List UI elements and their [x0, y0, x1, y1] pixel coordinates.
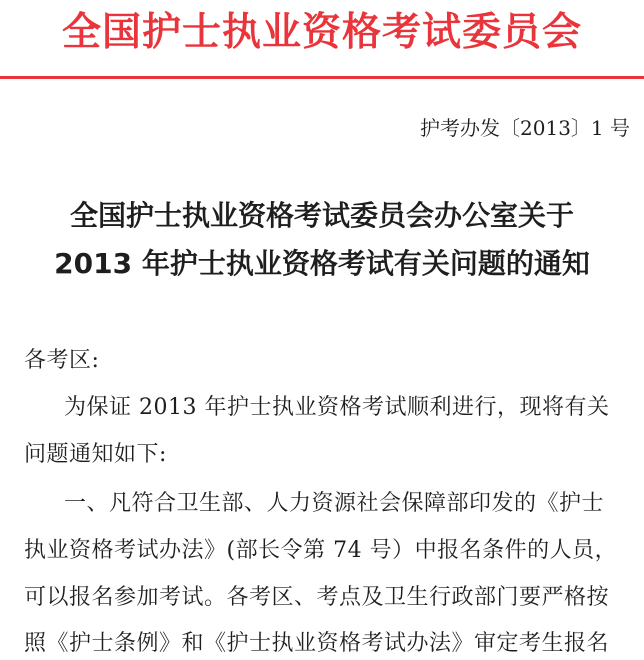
- body-paragraph-line: 为保证 2013 年护士执业资格考试顺利进行，现将有关: [64, 395, 610, 420]
- salutation: 各考区:: [24, 348, 100, 373]
- body-paragraph-line: 执业资格考试办法》(部长令第 74 号）中报名条件的人员，: [24, 538, 618, 563]
- body-paragraph-line: 一、凡符合卫生部、人力资源社会保障部印发的《护士: [64, 491, 605, 516]
- body-paragraph-line: 可以报名参加考试。各考区、考点及卫生行政部门要严格按: [24, 585, 610, 610]
- red-divider-line: [0, 76, 644, 79]
- body-paragraph-line: 照《护士条例》和《护士执业资格考试办法》审定考生报名: [24, 631, 610, 656]
- document-number: 护考办发〔2013〕1 号: [420, 116, 630, 140]
- body-paragraph-line: 问题通知如下:: [24, 442, 167, 467]
- organization-header: 全国护士执业资格考试委员会: [61, 10, 582, 55]
- document-title-line-2: 2013 年护士执业资格考试有关问题的通知: [54, 247, 590, 280]
- document-title-line-1: 全国护士执业资格考试委员会办公室关于: [69, 199, 574, 232]
